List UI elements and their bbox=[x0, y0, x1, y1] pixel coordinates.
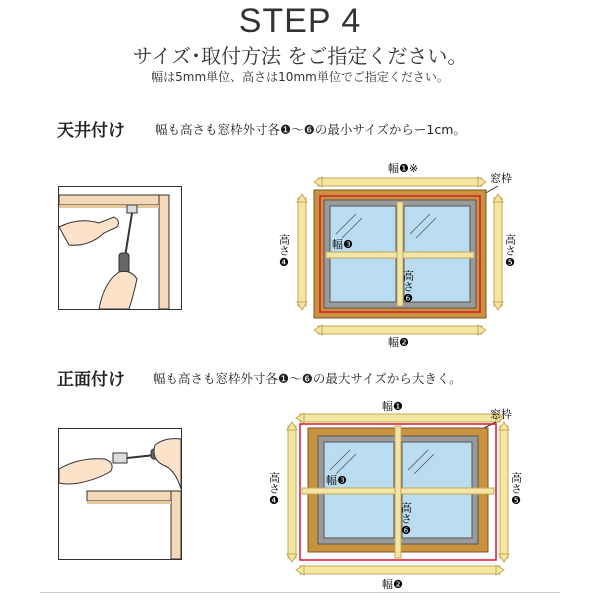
section-ceiling-label: 天井付け bbox=[57, 121, 125, 141]
width1-label: 幅❶ bbox=[382, 400, 403, 413]
subtitle: サイズ･取付方法 をご指定ください。 bbox=[132, 44, 468, 68]
height5-label: 高さ❺ bbox=[503, 234, 517, 269]
size-unit-note: 幅は5mm単位、高さは10mm単位でご指定ください。 bbox=[151, 70, 449, 84]
width3-label: 幅❸ bbox=[326, 474, 347, 487]
window-frame-label: 窓枠 bbox=[490, 408, 512, 421]
section-ceiling-desc: 幅も高さも窓枠外寸各❶〜❻の最小サイズからー1cm。 bbox=[155, 122, 466, 137]
ceiling-mount-illustration bbox=[58, 186, 182, 310]
width2-label: 幅❷ bbox=[388, 336, 409, 349]
section-front-label: 正面付け bbox=[57, 370, 125, 390]
height5-label: 高さ❺ bbox=[509, 472, 523, 507]
front-mount-diagram bbox=[267, 396, 540, 596]
width1-label: 幅❶※ bbox=[388, 162, 419, 175]
step-title: STEP 4 bbox=[238, 2, 362, 40]
height4-label: 高さ❹ bbox=[267, 472, 281, 507]
ceiling-mount-diagram bbox=[270, 158, 540, 348]
front-mount-illustration bbox=[58, 428, 182, 560]
width2-label: 幅❷ bbox=[382, 578, 403, 591]
height6-label: 高さ❻ bbox=[401, 270, 415, 305]
section-front-desc: 幅も高さも窓枠外寸各❶〜❻の最大サイズから大きく。 bbox=[153, 371, 462, 386]
height4-label: 高さ❹ bbox=[277, 234, 291, 269]
window-frame-label: 窓枠 bbox=[490, 172, 512, 185]
height6-label: 高さ❻ bbox=[399, 502, 413, 537]
bottom-divider bbox=[40, 592, 560, 593]
width3-label: 幅❸ bbox=[332, 238, 353, 251]
